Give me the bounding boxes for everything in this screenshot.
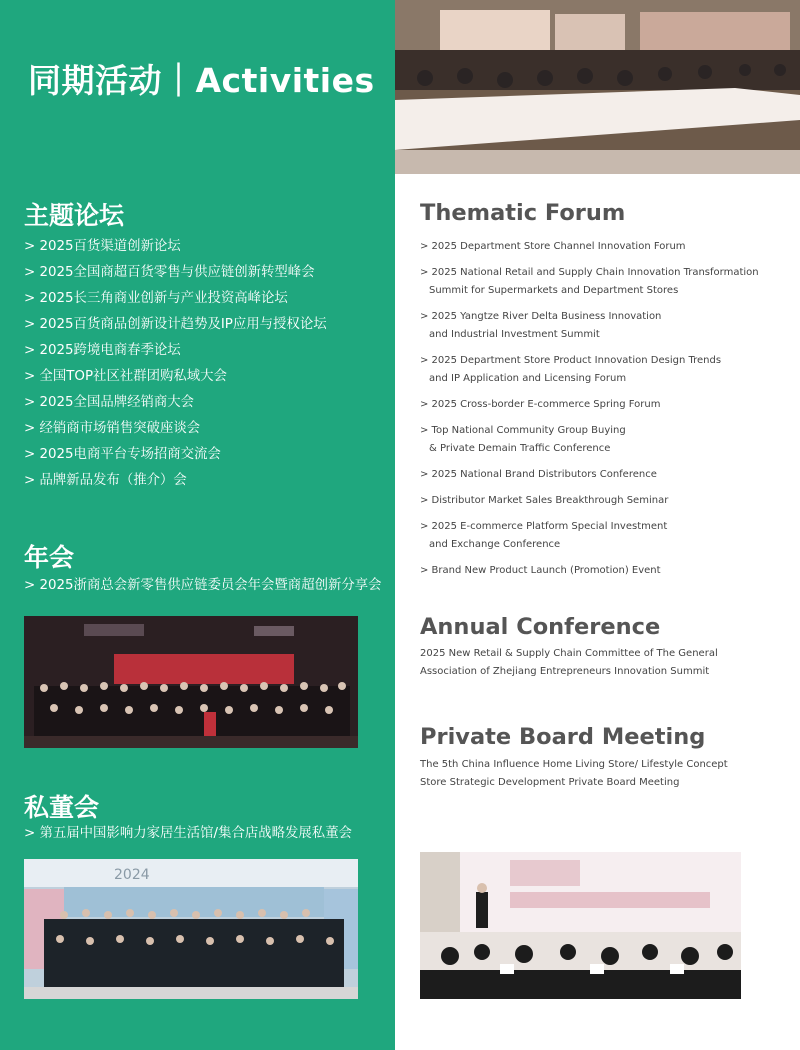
- list-item: > 2025长三角商业创新与产业投资高峰论坛: [24, 291, 288, 306]
- annual-conference-item-cn: > 2025浙商总会新零售供应链委员会年会暨商超创新分享会: [24, 578, 382, 593]
- list-item-line: > 2025 Department Store Product Innovation Design Trends: [420, 355, 722, 366]
- list-item: [420, 264, 790, 300]
- list-item: > 2025百货渠道创新论坛: [24, 239, 181, 254]
- list-item: [420, 518, 790, 554]
- list-item-line: > 2025 National Retail and Supply Chain Innovation Transformation: [420, 267, 759, 278]
- desc-line: The 5th China Influence Home Living Store/ Lifestyle Concept: [420, 759, 728, 770]
- private-board-desc-en: [420, 756, 790, 792]
- thematic-forum-heading-en: Thematic Forum: [420, 200, 626, 226]
- list-item: [420, 238, 790, 256]
- private-board-heading-cn: 私董会: [24, 793, 100, 822]
- private-board-heading-en: Private Board Meeting: [420, 724, 706, 750]
- list-item-line: and Industrial Investment Summit: [429, 329, 600, 340]
- private-board-item-cn: > 第五届中国影响力家居生活馆/集合店战略发展私董会: [24, 826, 352, 841]
- list-item-line: > 2025 Cross-border E-commerce Spring Forum: [420, 399, 661, 410]
- list-item: > 2025全国品牌经销商大会: [24, 395, 195, 410]
- desc-line: 2025 New Retail & Supply Chain Committee of The General: [420, 648, 718, 659]
- thematic-forum-list-cn: [24, 234, 327, 494]
- list-item-line: and Exchange Conference: [429, 539, 561, 550]
- list-item-line: > 2025 National Brand Distributors Conference: [420, 469, 657, 480]
- annual-conference-heading-cn: 年会: [24, 543, 75, 572]
- desc-line: Association of Zhejiang Entrepreneurs Innovation Summit: [420, 666, 710, 677]
- list-item-line: > 2025 E-commerce Platform Special Investment: [420, 521, 668, 532]
- list-item-line: > Distributor Market Sales Breakthrough Seminar: [420, 495, 669, 506]
- list-item-line: and IP Application and Licensing Forum: [429, 373, 627, 384]
- list-item: > 2025百货商品创新设计趋势及IP应用与授权论坛: [24, 317, 327, 332]
- list-item-line: & Private Demain Traffic Conference: [429, 443, 611, 454]
- annual-conference-desc-en: [420, 645, 790, 681]
- list-item: [420, 422, 790, 458]
- list-item: [420, 562, 790, 580]
- backdrop-year-text: 2024: [114, 867, 150, 883]
- private-board-group-photo: [24, 859, 358, 999]
- forum-audience-photo: [395, 0, 800, 174]
- list-item-line: > 2025 Yangtze River Delta Business Innovation: [420, 311, 662, 322]
- list-item: [420, 352, 790, 388]
- list-item-line: > Top National Community Group Buying: [420, 425, 626, 436]
- page-title: 同期活动｜Activities: [28, 61, 375, 100]
- list-item: [420, 308, 790, 344]
- list-item-line: > 2025 Department Store Channel Innovation Forum: [420, 241, 686, 252]
- list-item: [420, 466, 790, 484]
- list-item: [420, 492, 790, 510]
- board-meeting-photo: [420, 852, 741, 999]
- thematic-forum-list-en: [420, 238, 790, 588]
- list-item: > 全国TOP社区社群团购私域大会: [24, 369, 227, 384]
- list-item: > 经销商市场销售突破座谈会: [24, 421, 201, 436]
- thematic-forum-heading-cn: 主题论坛: [24, 201, 125, 230]
- list-item-line: Summit for Supermarkets and Department Stores: [429, 285, 679, 296]
- list-item: > 2025电商平台专场招商交流会: [24, 447, 221, 462]
- list-item: [420, 396, 790, 414]
- annual-conference-group-photo: [24, 616, 358, 748]
- list-item: > 2025全国商超百货零售与供应链创新转型峰会: [24, 265, 315, 280]
- annual-conference-heading-en: Annual Conference: [420, 614, 661, 640]
- desc-line: Store Strategic Development Private Board Meeting: [420, 777, 680, 788]
- list-item-line: > Brand New Product Launch (Promotion) Event: [420, 565, 661, 576]
- list-item: > 2025跨境电商春季论坛: [24, 343, 181, 358]
- list-item: > 品牌新品发布（推介）会: [24, 473, 187, 488]
